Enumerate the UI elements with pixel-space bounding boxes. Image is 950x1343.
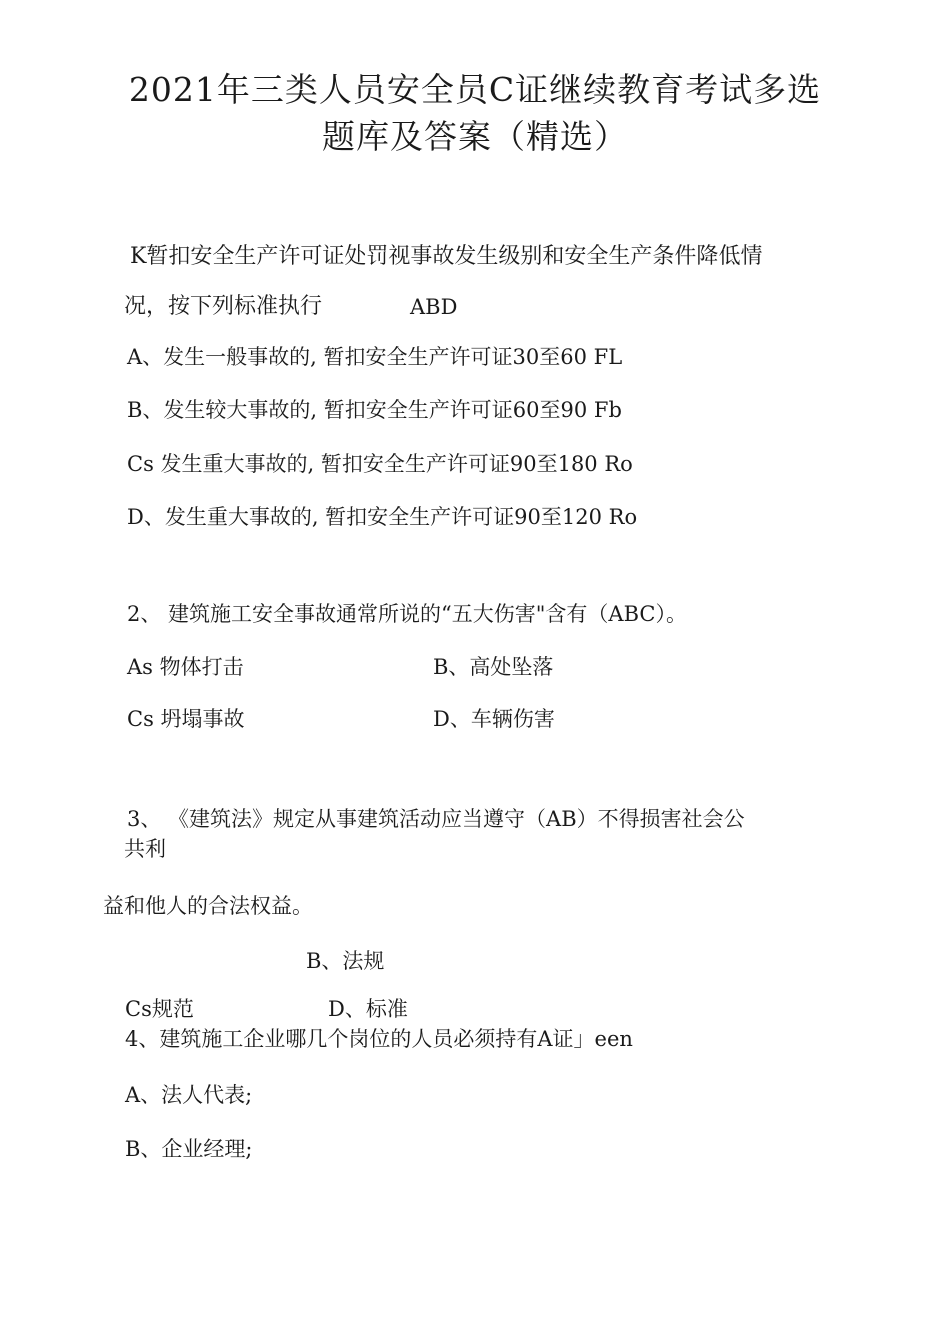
q3-option-d: D、标准 bbox=[328, 997, 408, 1021]
q1-option-d: D、发生重大事故的, 暂扣安全生产许可证90至120 Ro bbox=[127, 505, 638, 529]
q1-answer: ABD bbox=[410, 295, 458, 319]
q1-option-b: B、发生较大事故的, 暂扣安全生产许可证60至90 Fb bbox=[127, 398, 622, 422]
q3-option-c: Cs规范 bbox=[125, 997, 194, 1021]
q1-option-a: A、发生一般事故的, 暂扣安全生产许可证30至60 FL bbox=[127, 345, 623, 369]
q3-stem-line-1: 3、 《建筑法》规定从事建筑活动应当遵守（AB）不得损害社会公 bbox=[127, 807, 745, 831]
q4-option-b: B、企业经理; bbox=[125, 1137, 253, 1161]
q2-option-b: B、高处坠落 bbox=[433, 655, 554, 679]
q3-option-b: B、法规 bbox=[306, 949, 385, 973]
q1-stem-line-1: K暂扣安全生产许可证处罚视事故发生级别和安全生产条件降低情 bbox=[130, 244, 763, 269]
q2-option-c: Cs 坍塌事故 bbox=[127, 707, 245, 731]
q1-option-c: Cs 发生重大事故的, 暂扣安全生产许可证90至180 Ro bbox=[127, 452, 633, 476]
document-title-line-1: 2021年三类人员安全员C证继续教育考试多选 bbox=[128, 70, 822, 109]
document-title-line-2: 题库及答案（精选） bbox=[322, 117, 628, 156]
q4-option-a: A、法人代表; bbox=[125, 1083, 253, 1107]
q3-stem-line-3: 益和他人的合法权益。 bbox=[103, 894, 313, 918]
q1-stem-line-2: 况，按下列标准执行 bbox=[124, 294, 323, 319]
q4-stem: 4、建筑施工企业哪几个岗位的人员必须持有A证」een bbox=[125, 1027, 633, 1051]
q2-option-a: As 物体打击 bbox=[127, 655, 244, 679]
q2-option-d: D、车辆伤害 bbox=[433, 707, 555, 731]
q3-stem-line-2: 共利 bbox=[124, 837, 166, 861]
q2-stem: 2、 建筑施工安全事故通常所说的“五大伤害"含有（ABC）。 bbox=[127, 602, 687, 626]
